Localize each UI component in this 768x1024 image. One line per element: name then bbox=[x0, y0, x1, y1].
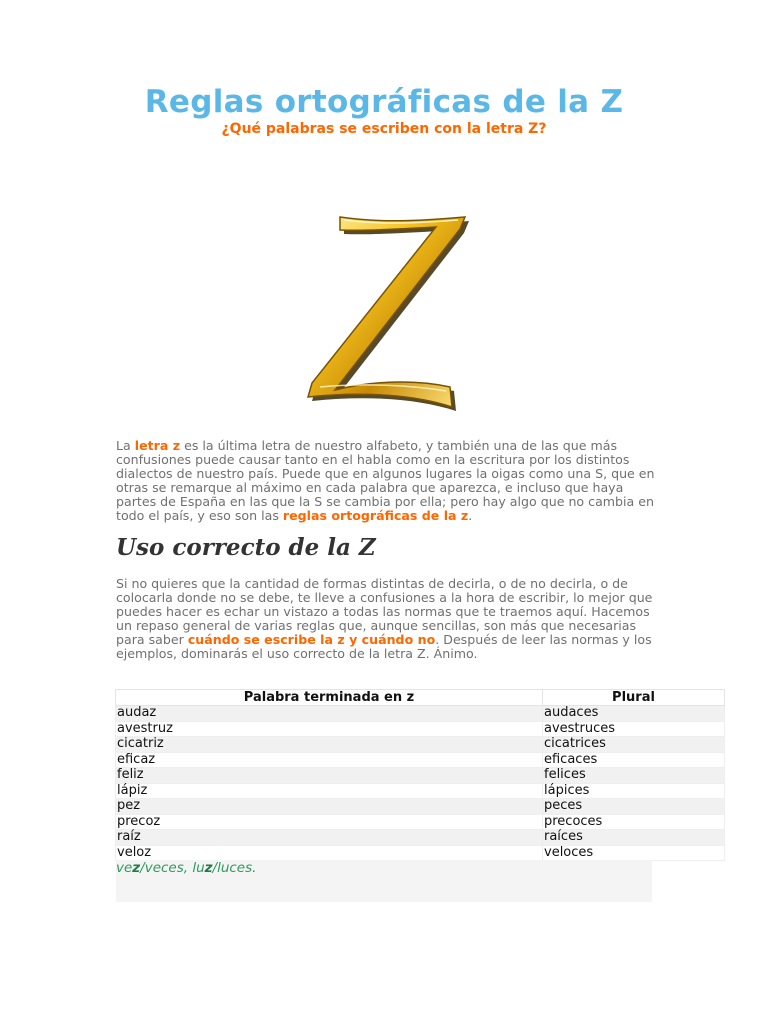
singular-cell: precoz bbox=[116, 814, 543, 830]
table-row bbox=[116, 830, 725, 846]
plural-cell: lápices bbox=[543, 783, 725, 799]
table-row bbox=[116, 845, 725, 861]
intro-text: La bbox=[116, 438, 135, 453]
reglas-ortograficas-link[interactable]: reglas ortográficas de la z bbox=[282, 508, 469, 523]
table-row bbox=[116, 814, 725, 830]
plural-cell: felices bbox=[543, 768, 725, 784]
cuando-se-escribe-link[interactable]: cuándo se escribe la z y cuándo no bbox=[187, 632, 436, 647]
intro-text: . bbox=[468, 508, 473, 523]
plural-cell: veloces bbox=[543, 845, 725, 861]
table-row bbox=[116, 706, 725, 722]
plural-cell: raíces bbox=[543, 830, 725, 846]
singular-cell: pez bbox=[116, 799, 543, 815]
intro-text: es la última letra de nuestro alfabeto, y también una de las que más confusiones puede causar tanto en el habla como en la escritura por los distintos dialectos de nuestro país. Puede que en algunos lugares la oigas como una S, que en otras se remarque al máximo en cada palabra que aparezca, e incluso que haya partes de España en las que la S se cambia por ella; pero hay algo que no cambia en todo el país, y eso son las bbox=[116, 438, 655, 523]
letra-z-link[interactable]: letra z bbox=[134, 438, 181, 453]
table-header-singular: Palabra terminada en z bbox=[116, 690, 543, 706]
table-row bbox=[116, 737, 725, 753]
page-subtitle: ¿Qué palabras se escriben con la letra Z? bbox=[221, 121, 547, 137]
page-title: Reglas ortográficas de la Z bbox=[144, 84, 624, 120]
singular-cell: avestruz bbox=[116, 721, 543, 737]
table-row bbox=[116, 721, 725, 737]
plural-cell: audaces bbox=[543, 706, 725, 722]
example-text: /veces, lu bbox=[140, 860, 205, 876]
example-text: ve bbox=[116, 860, 133, 876]
table-row bbox=[116, 799, 725, 815]
example-z: z bbox=[204, 860, 213, 876]
plural-table bbox=[115, 689, 725, 861]
plural-cell: peces bbox=[543, 799, 725, 815]
singular-cell: lápiz bbox=[116, 783, 543, 799]
plural-cell: cicatrices bbox=[543, 737, 725, 753]
section-paragraph bbox=[116, 577, 661, 661]
singular-cell: feliz bbox=[116, 768, 543, 784]
singular-cell: eficaz bbox=[116, 752, 543, 768]
table-row bbox=[116, 752, 725, 768]
section-text: . Después de leer las normas y los ejemplos, dominarás el uso correcto de la letra Z. Ánimo. bbox=[116, 632, 652, 661]
gold-letter-z-image bbox=[240, 165, 530, 430]
plural-cell: precoces bbox=[543, 814, 725, 830]
singular-cell: audaz bbox=[116, 706, 543, 722]
singular-cell: cicatriz bbox=[116, 737, 543, 753]
table-row bbox=[116, 768, 725, 784]
singular-cell: raíz bbox=[116, 830, 543, 846]
table-row bbox=[116, 783, 725, 799]
singular-cell: veloz bbox=[116, 845, 543, 861]
example-z: z bbox=[132, 860, 141, 876]
intro-paragraph bbox=[116, 439, 661, 523]
plural-cell: eficaces bbox=[543, 752, 725, 768]
table-header-plural: Plural bbox=[543, 690, 725, 706]
plural-cell: avestruces bbox=[543, 721, 725, 737]
example-line bbox=[116, 860, 256, 876]
z-letter-icon bbox=[240, 165, 530, 430]
example-text: /luces. bbox=[212, 860, 257, 876]
section-heading: Uso correcto de la Z bbox=[116, 534, 376, 561]
section-text: Si no quieres que la cantidad de formas distintas de decirla, o de no decirla, o de colocarla donde no se debe, te lleve a confusiones a la hora de escribir, lo mejor que puedes hacer es echar un vistazo a todas las normas que te traemos aquí. Hacemos un repaso general de varias reglas que, aunque sencillas, son más que necesarias para saber bbox=[116, 576, 653, 647]
